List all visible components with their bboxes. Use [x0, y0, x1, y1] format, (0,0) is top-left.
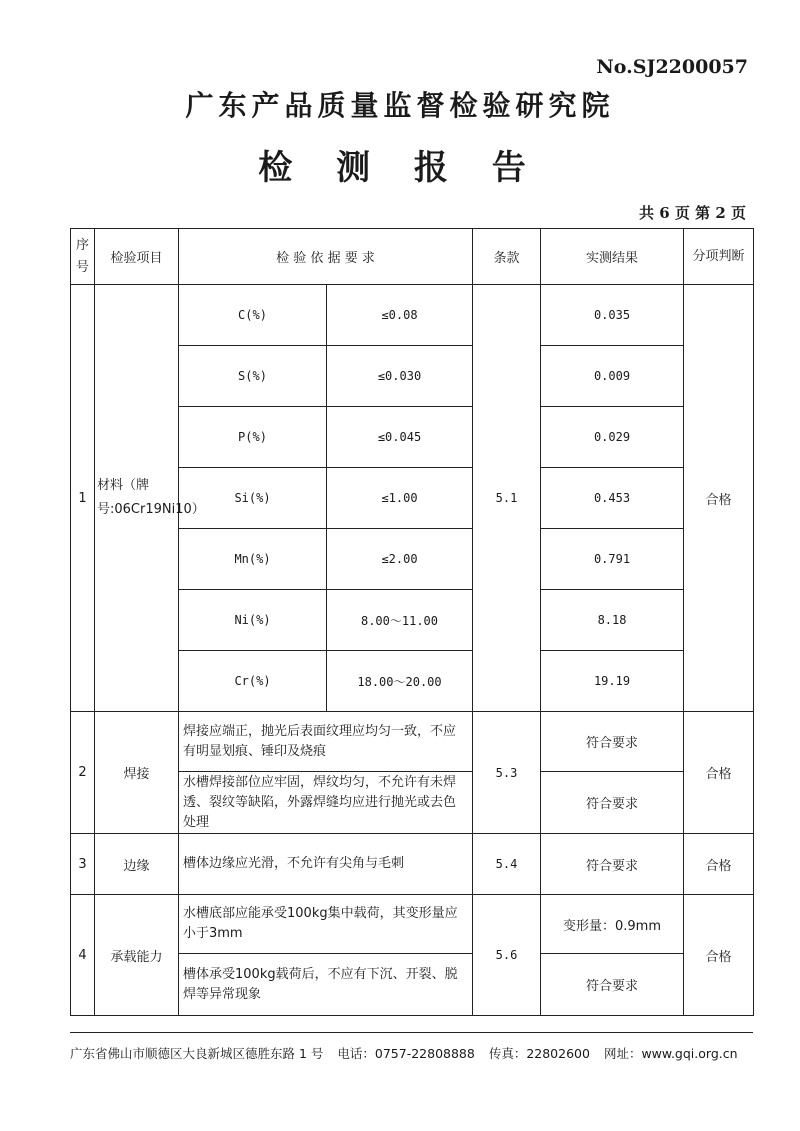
footer-fax: 传真：22802600 — [488, 1046, 590, 1061]
element-requirement: 8.00～11.00 — [327, 590, 473, 651]
table-row — [71, 285, 754, 346]
element-requirement: ≤0.030 — [327, 346, 473, 407]
row2-verdict: 合格 — [684, 712, 754, 834]
header-item: 检验项目 — [95, 229, 179, 285]
element-requirement: 18.00～20.00 — [327, 651, 473, 712]
test-result: 符合要求 — [541, 712, 684, 772]
requirement-text: 槽体边缘应光滑，不允许有尖角与毛刺 — [179, 834, 473, 895]
row4-clause: 5.6 — [473, 895, 541, 1016]
row3-verdict: 合格 — [684, 834, 754, 895]
footer-website[interactable]: 网址：www.gqi.org.cn — [603, 1046, 738, 1061]
element-result: 0.791 — [541, 529, 684, 590]
element-result: 0.009 — [541, 346, 684, 407]
row4-seq: 4 — [71, 895, 95, 1016]
document-title: 检 测 报 告 — [258, 148, 542, 188]
test-result: 符合要求 — [541, 834, 684, 895]
element-name: Ni(%) — [179, 590, 327, 651]
row4-item: 承载能力 — [95, 895, 179, 1016]
header-clause: 条款 — [473, 229, 541, 285]
test-result: 符合要求 — [541, 772, 684, 834]
footer — [70, 1044, 753, 1062]
row1-verdict: 合格 — [684, 285, 754, 712]
header-seq: 序号 — [71, 229, 95, 285]
element-requirement: ≤2.00 — [327, 529, 473, 590]
element-name: Si(%) — [179, 468, 327, 529]
row2-clause: 5.3 — [473, 712, 541, 834]
requirement-text: 水槽焊接部位应牢固，焊纹均匀，不允许有未焊透、裂纹等缺陷，外露焊缝均应进行抛光或去色处理 — [179, 772, 473, 834]
table-row — [71, 712, 754, 772]
element-result: 19.19 — [541, 651, 684, 712]
row3-seq: 3 — [71, 834, 95, 895]
row3-item: 边缘 — [95, 834, 179, 895]
row2-seq: 2 — [71, 712, 95, 834]
row1-item: 材料（牌号:06Cr19Ni10） — [95, 285, 179, 712]
element-name: C(%) — [179, 285, 327, 346]
element-result: 0.035 — [541, 285, 684, 346]
row4-verdict: 合格 — [684, 895, 754, 1016]
element-name: P(%) — [179, 407, 327, 468]
element-result: 0.453 — [541, 468, 684, 529]
row3-clause: 5.4 — [473, 834, 541, 895]
element-requirement: ≤1.00 — [327, 468, 473, 529]
table-row — [71, 834, 754, 895]
element-requirement: ≤0.045 — [327, 407, 473, 468]
header-result: 实测结果 — [541, 229, 684, 285]
requirement-text: 焊接应端正，抛光后表面纹理应均匀一致，不应有明显划痕、锤印及烧痕 — [179, 712, 473, 772]
row1-seq: 1 — [71, 285, 95, 712]
footer-address: 广东省佛山市顺德区大良新城区德胜东路 1 号 — [70, 1046, 324, 1061]
test-result: 符合要求 — [541, 954, 684, 1016]
requirement-text: 水槽底部应能承受100kg集中载荷，其变形量应小于3mm — [179, 895, 473, 954]
page-info: 共 6 页 第 2 页 — [639, 204, 746, 222]
element-name: Cr(%) — [179, 651, 327, 712]
footer-phone: 电话：0757-22808888 — [337, 1046, 475, 1061]
test-results-table — [70, 228, 754, 1016]
row2-item: 焊接 — [95, 712, 179, 834]
row1-clause: 5.1 — [473, 285, 541, 712]
table-row — [71, 895, 754, 954]
requirement-text: 槽体承受100kg载荷后，不应有下沉、开裂、脱焊等异常现象 — [179, 954, 473, 1016]
institute-name: 广东产品质量监督检验研究院 — [185, 89, 615, 122]
test-result: 变形量：0.9mm — [541, 895, 684, 954]
element-name: Mn(%) — [179, 529, 327, 590]
header-basis: 检 验 依 据 要 求 — [179, 229, 473, 285]
header-row — [71, 229, 754, 285]
element-name: S(%) — [179, 346, 327, 407]
element-result: 0.029 — [541, 407, 684, 468]
footer-divider — [70, 1032, 753, 1033]
header-verdict: 分项判断 — [684, 229, 754, 285]
element-result: 8.18 — [541, 590, 684, 651]
element-requirement: ≤0.08 — [327, 285, 473, 346]
report-number: No.SJ2200057 — [596, 56, 748, 78]
